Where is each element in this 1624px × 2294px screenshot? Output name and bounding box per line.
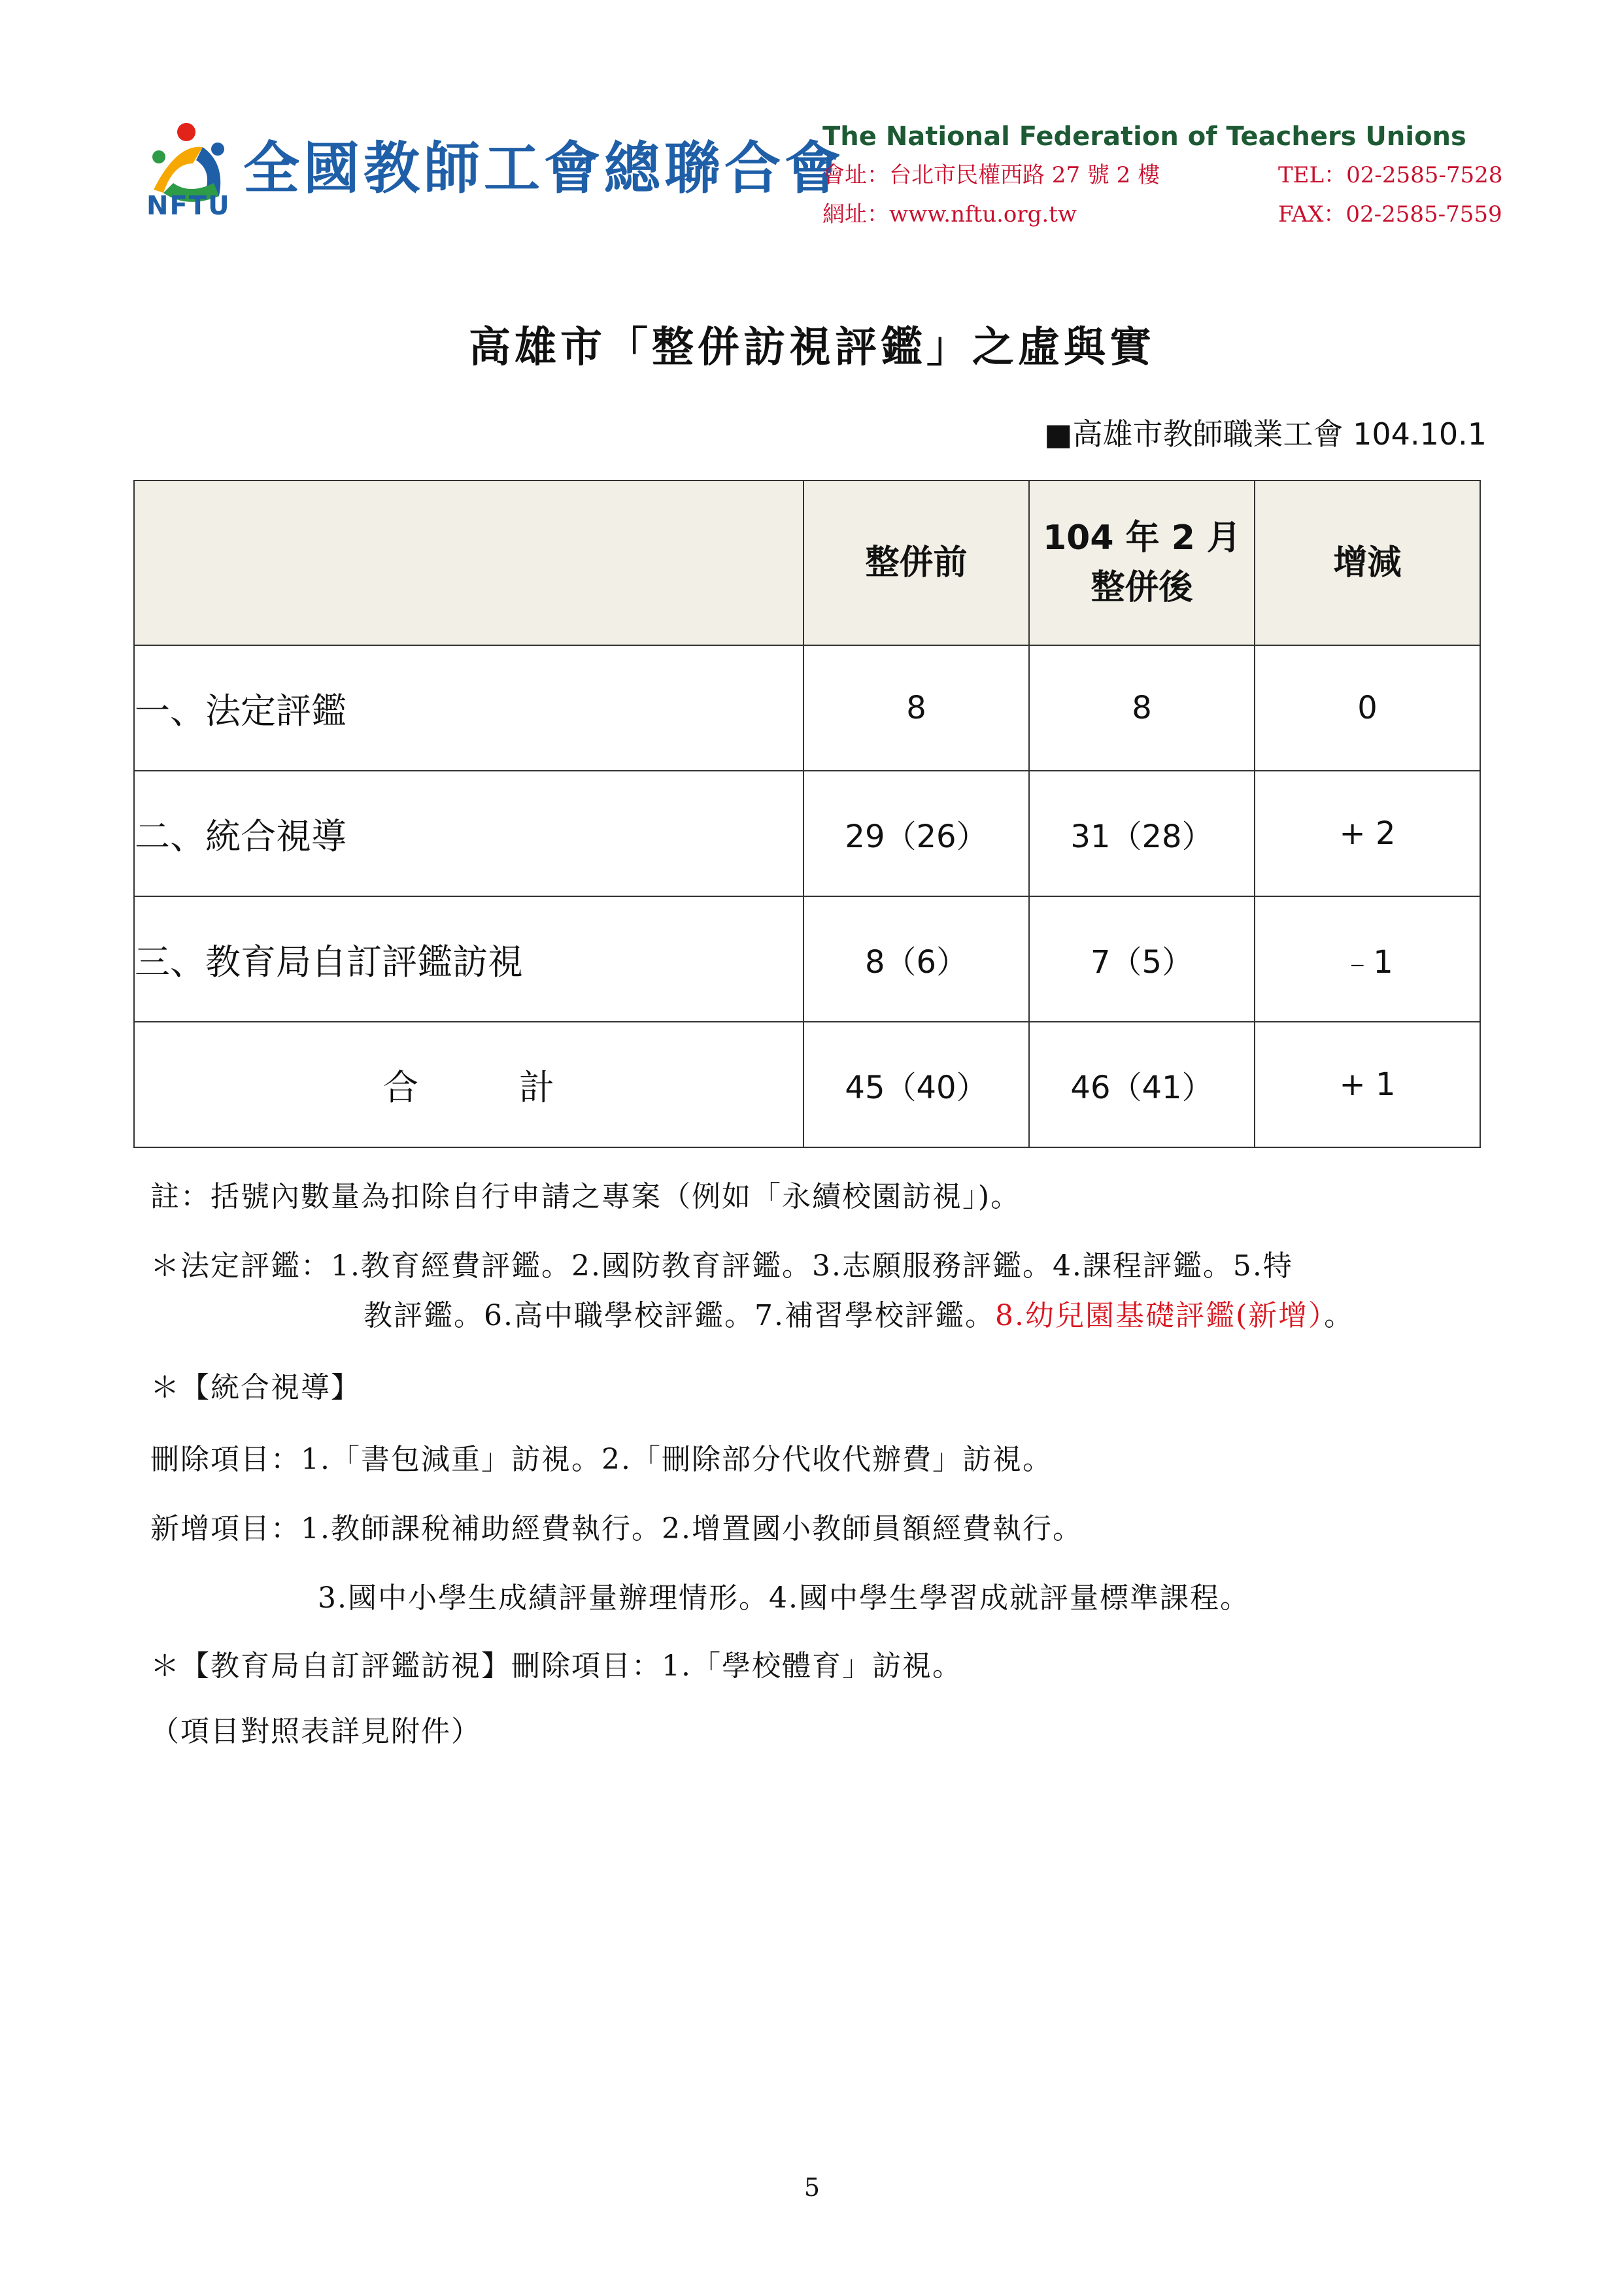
document-title: 高雄市「整併訪視評鑑」之虛與實: [469, 324, 1155, 372]
cell-change: ﹣1: [1255, 896, 1480, 1022]
header-change: 增減: [1255, 481, 1480, 645]
note-statutory-line2: [364, 1292, 1354, 1334]
org-website[interactable]: 網址：www.nftu.org.tw: [822, 201, 1077, 228]
note-statutory-end: 。: [1324, 1299, 1355, 1332]
cell-change: 0: [1255, 645, 1480, 771]
cell-after: 8: [1029, 645, 1255, 771]
note-integrated-removed: 刪除項目：1.「書包減重」訪視。2.「刪除部分代收代辦費」訪視。: [150, 1443, 1053, 1476]
row-label: 一、法定評鑑: [134, 645, 804, 771]
note-statutory-items: 教評鑑。6.高中職學校評鑑。7.補習學校評鑑。: [364, 1299, 995, 1332]
note-bureau-removed: ＊【教育局自訂評鑑訪視】刪除項目：1.「學校體育」訪視。: [150, 1649, 962, 1683]
cell-before: 8（6）: [804, 896, 1029, 1022]
cell-change: + 1: [1255, 1022, 1480, 1147]
org-name-english: The National Federation of Teachers Unions: [822, 122, 1466, 152]
table-row: [134, 896, 1480, 1022]
note-integrated-heading: ＊【統合視導】: [150, 1371, 361, 1404]
org-fax: FAX：02-2585-7559: [1278, 201, 1502, 228]
note-attachment: （項目對照表詳見附件）: [150, 1715, 481, 1748]
org-name-chinese: 全國教師工會總聯合會: [243, 136, 845, 201]
header-after-merge: [1029, 481, 1255, 645]
table-row: [134, 771, 1480, 896]
header-before-merge: 整併前: [804, 481, 1029, 645]
cell-before: 8: [804, 645, 1029, 771]
org-tel: TEL：02-2585-7528: [1278, 162, 1503, 188]
cell-after: 7（5）: [1029, 896, 1255, 1022]
org-address: 會址：台北市民權西路 27 號 2 樓: [822, 162, 1160, 188]
row-label: 三、教育局自訂評鑑訪視: [134, 896, 804, 1022]
table-row-total: [134, 1022, 1480, 1147]
header-blank: [134, 481, 804, 645]
org-abbreviation: NFTU: [146, 191, 231, 221]
cell-before: 29（26）: [804, 771, 1029, 896]
note-new-kindergarten-item: 8.幼兒園基礎評鑑(新增）: [994, 1299, 1325, 1332]
row-label-total: 合 計: [134, 1022, 804, 1147]
note-parentheses: 註：括號內數量為扣除自行申請之專案（例如「永續校園訪視」)。: [150, 1180, 1021, 1213]
note-integrated-added-1: 新增項目：1.教師課稅補助經費執行。2.增置國小教師員額經費執行。: [150, 1512, 1083, 1545]
note-integrated-added-2: 3.國中小學生成績評量辦理情形。4.國中學生學習成就評量標準課程。: [318, 1581, 1250, 1615]
header-after-label: 整併後: [1091, 568, 1193, 607]
document-byline: ■高雄市教師職業工會 104.10.1: [1044, 416, 1487, 452]
cell-before: 45（40）: [804, 1022, 1029, 1147]
table-row: [134, 645, 1480, 771]
row-label: 二、統合視導: [134, 771, 804, 896]
cell-after: 46（41）: [1029, 1022, 1255, 1147]
note-statutory-line1: ＊法定評鑑：1.教育經費評鑑。2.國防教育評鑑。3.志願服務評鑑。4.課程評鑑。5.特: [150, 1249, 1293, 1283]
header-after-date: 104 年 2 月: [1042, 518, 1242, 558]
table-header-row: [134, 481, 1480, 645]
page-number: 5: [804, 2173, 820, 2202]
cell-change: + 2: [1255, 771, 1480, 896]
cell-after: 31（28）: [1029, 771, 1255, 896]
evaluation-count-table: [133, 480, 1481, 1148]
